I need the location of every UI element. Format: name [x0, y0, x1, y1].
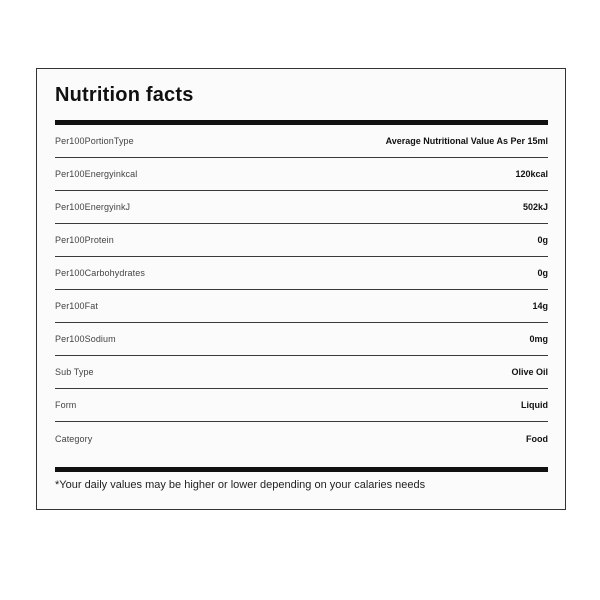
bottom-divider [55, 467, 548, 472]
row-label: Per100Energyinkcal [55, 169, 138, 179]
table-row-energy-kcal [55, 158, 548, 191]
row-value: 502kJ [522, 202, 548, 212]
row-label: Per100PortionType [55, 136, 134, 146]
table-row-sodium [55, 323, 548, 356]
row-value: 14g [532, 301, 548, 311]
row-value: Average Nutritional Value As Per 15ml [385, 136, 548, 146]
table-row-portion-type [55, 125, 548, 158]
table-row-protein [55, 224, 548, 257]
table-row-fat [55, 290, 548, 323]
table-row-energy-kj [55, 191, 548, 224]
panel-title: Nutrition facts [55, 84, 194, 106]
row-value: 120kcal [515, 169, 548, 179]
row-label: Sub Type [55, 367, 94, 377]
table-row-sub-type [55, 356, 548, 389]
row-value: Food [526, 433, 548, 444]
row-label: Per100Fat [55, 301, 98, 311]
row-value: Liquid [521, 400, 548, 410]
table-row-form [55, 389, 548, 422]
row-label: Per100EnergyinkJ [55, 202, 131, 212]
row-value: 0mg [529, 334, 548, 344]
row-value: 0g [537, 235, 548, 245]
table-row-category [55, 422, 548, 455]
nutrition-table [55, 125, 548, 455]
table-row-carbohydrates [55, 257, 548, 290]
row-label: Per100Carbohydrates [55, 268, 145, 278]
row-label: Per100Sodium [55, 334, 116, 344]
row-value: 0g [537, 268, 548, 278]
nutrition-facts-panel [36, 68, 566, 510]
row-label: Category [55, 433, 93, 444]
row-label: Form [55, 400, 77, 410]
row-value: Olive Oil [511, 367, 548, 377]
footnote: *Your daily values may be higher or lower depending on your calaries needs [55, 479, 426, 491]
row-label: Per100Protein [55, 235, 114, 245]
